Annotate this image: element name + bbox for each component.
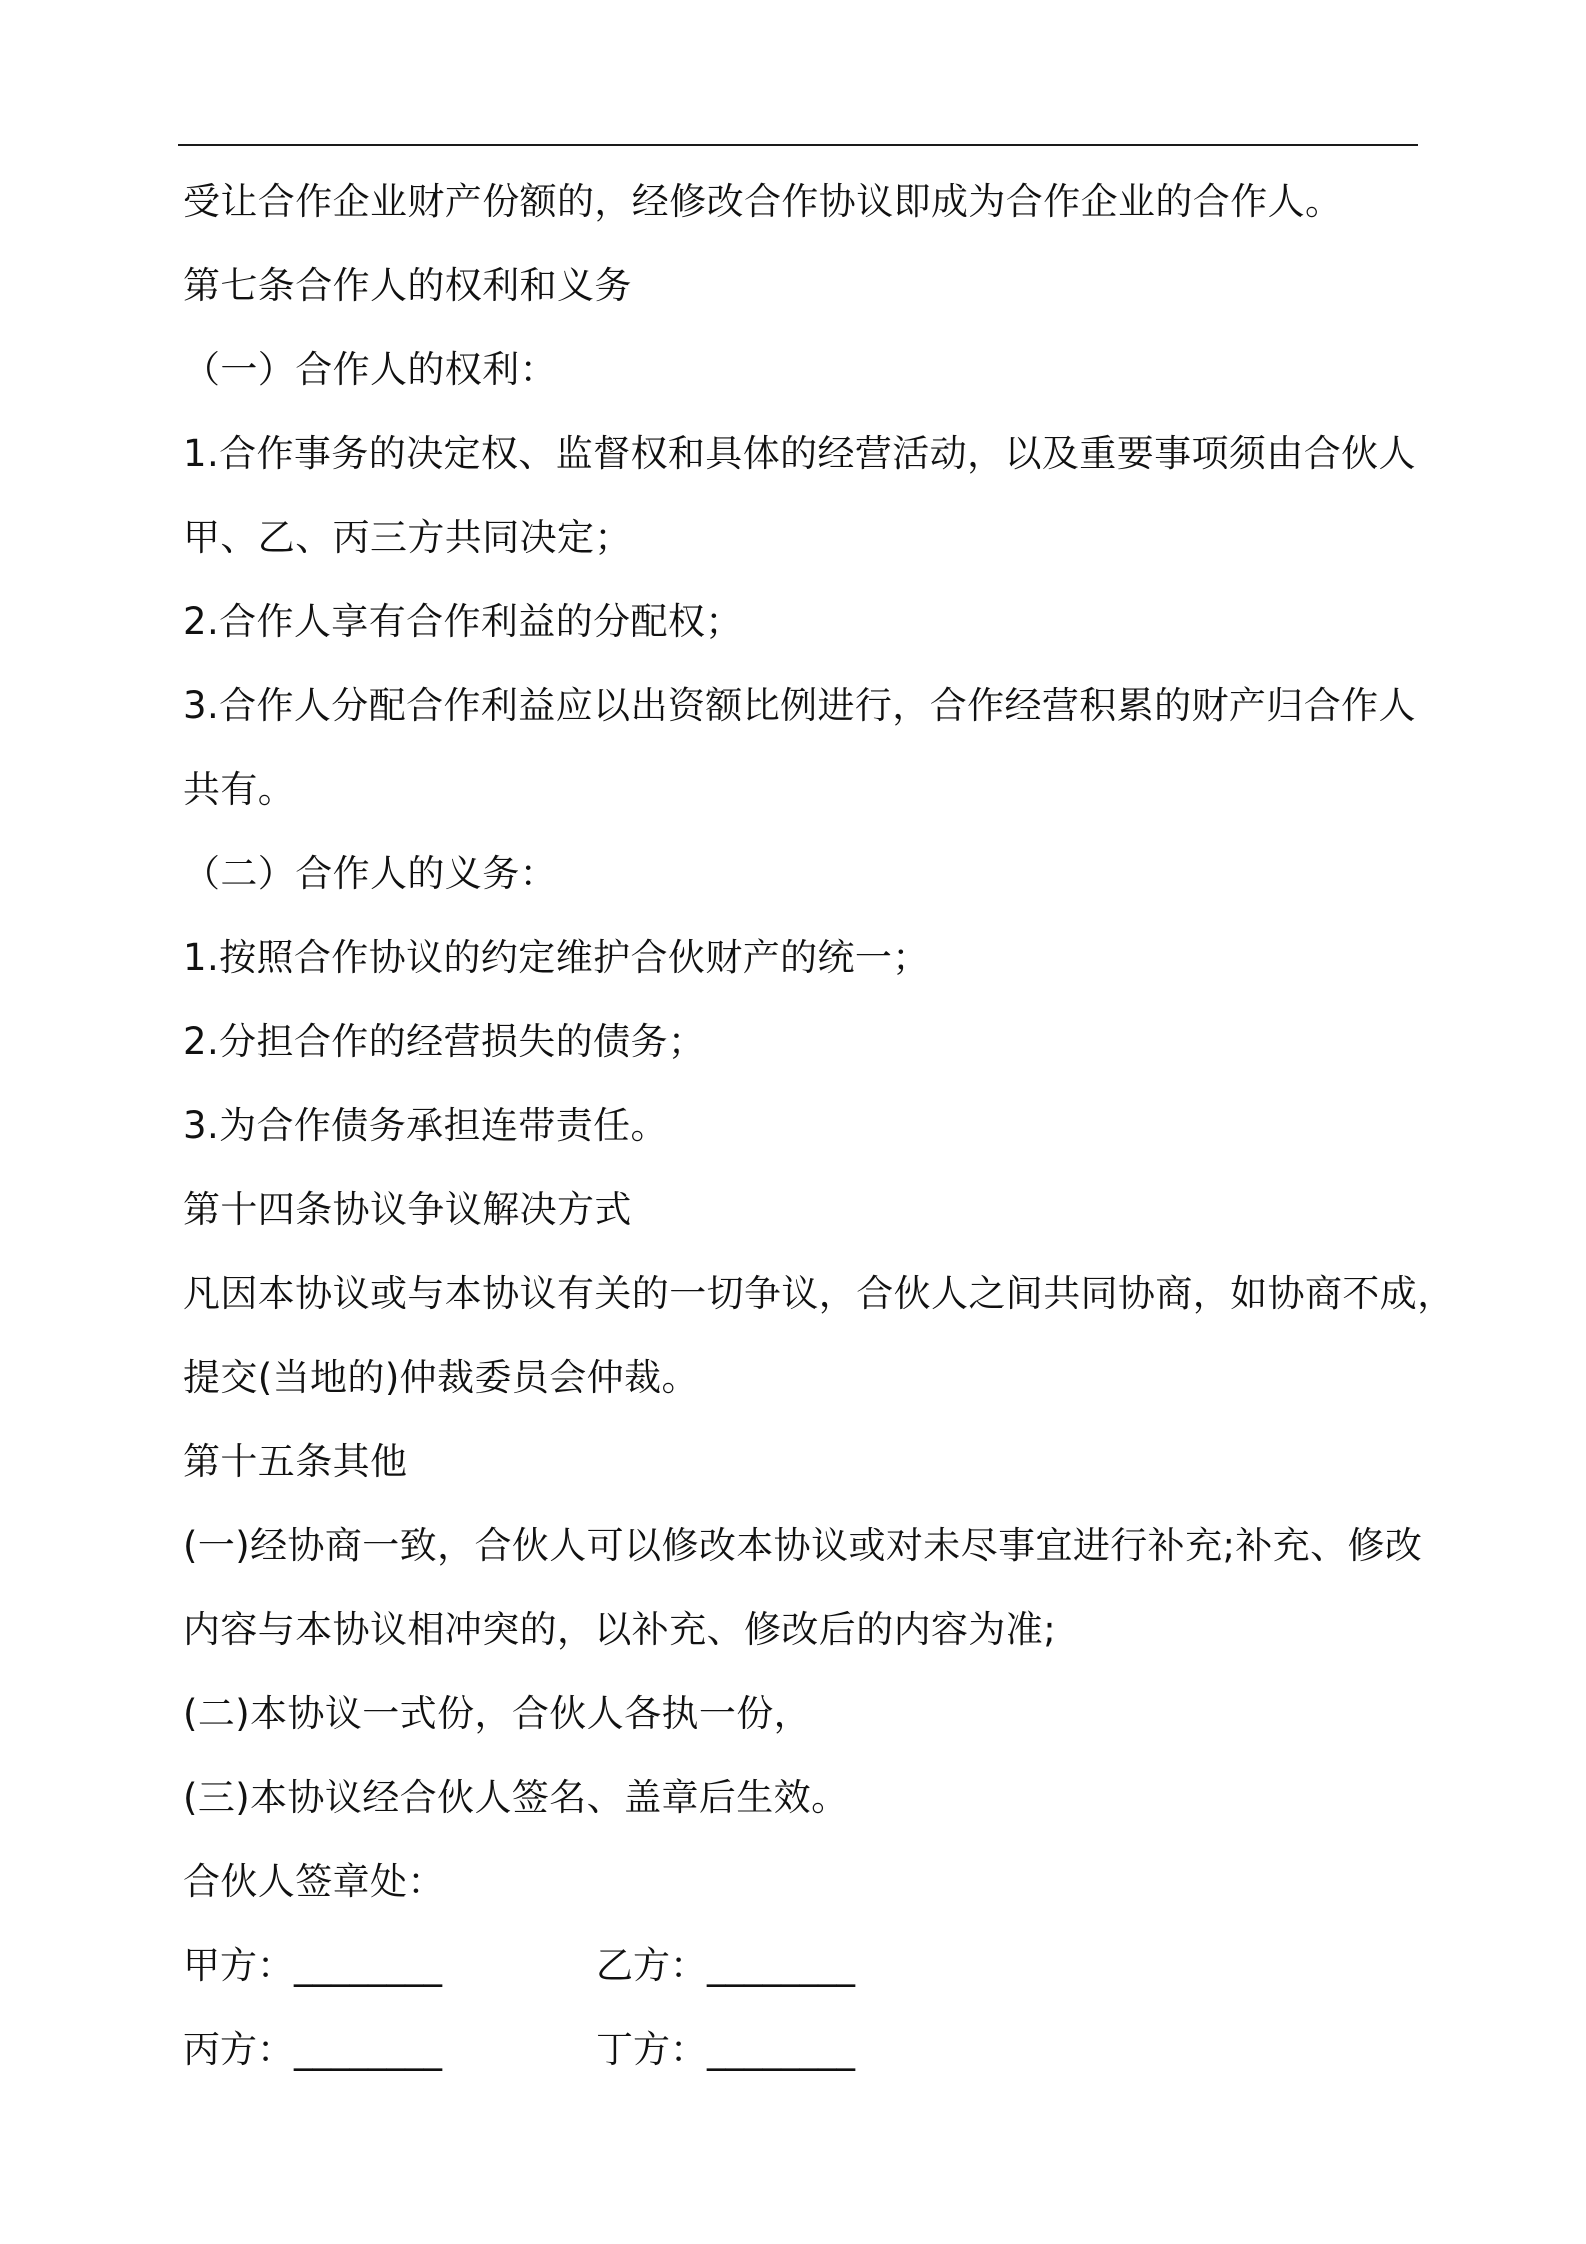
signature-section-label: 合伙人签章处： — [183, 1860, 445, 1903]
paragraph-line: 凡因本协议或与本协议有关的一切争议，合伙人之间共同协商，如协商不成， — [183, 1272, 1455, 1315]
document-body — [183, 160, 1455, 2092]
article-heading: 第十五条其他 — [183, 1440, 408, 1483]
subsection-heading: （一）合作人的权利： — [183, 348, 557, 391]
paragraph-line: 2.合作人享有合作利益的分配权； — [183, 600, 743, 643]
paragraph-line: (三)本协议经合伙人签名、盖章后生效。 — [183, 1776, 849, 1819]
paragraph-line: 2.分担合作的经营损失的债务； — [183, 1020, 706, 1063]
party-b-signature-field: 乙方：________ — [596, 1944, 855, 1987]
paragraph-line: 共有。 — [183, 768, 296, 811]
paragraph-line: 3.合作人分配合作利益应以出资额比例进行，合作经营积累的财产归合作人 — [183, 684, 1416, 727]
subsection-heading: （二）合作人的义务： — [183, 852, 557, 895]
header-rule — [178, 144, 1418, 146]
paragraph-line: (一)经协商一致，合伙人可以修改本协议或对未尽事宜进行补充;补充、修改 — [183, 1524, 1423, 1567]
party-c-signature-field: 丙方：________ — [183, 2028, 442, 2071]
article-heading: 第七条合作人的权利和义务 — [183, 264, 632, 307]
paragraph-line: 3.为合作债务承担连带责任。 — [183, 1104, 668, 1147]
article-heading: 第十四条协议争议解决方式 — [183, 1188, 632, 1231]
party-d-signature-field: 丁方：________ — [596, 2028, 855, 2071]
paragraph-line: (二)本协议一式份，合伙人各执一份， — [183, 1692, 812, 1735]
party-a-signature-field: 甲方：________ — [183, 1944, 442, 1987]
signature-row — [183, 1924, 1423, 2008]
paragraph-line: 提交(当地的)仲裁委员会仲裁。 — [183, 1356, 699, 1399]
signature-row — [183, 2008, 1423, 2092]
paragraph-line: 1.合作事务的决定权、监督权和具体的经营活动，以及重要事项须由合伙人 — [183, 432, 1416, 475]
paragraph-line: 受让合作企业财产份额的，经修改合作协议即成为合作企业的合作人。 — [183, 180, 1343, 223]
paragraph-line: 1.按照合作协议的约定维护合伙财产的统一； — [183, 936, 930, 979]
paragraph-line: 甲、乙、丙三方共同决定； — [183, 516, 632, 559]
paragraph-line: 内容与本协议相冲突的，以补充、修改后的内容为准; — [183, 1608, 1057, 1651]
